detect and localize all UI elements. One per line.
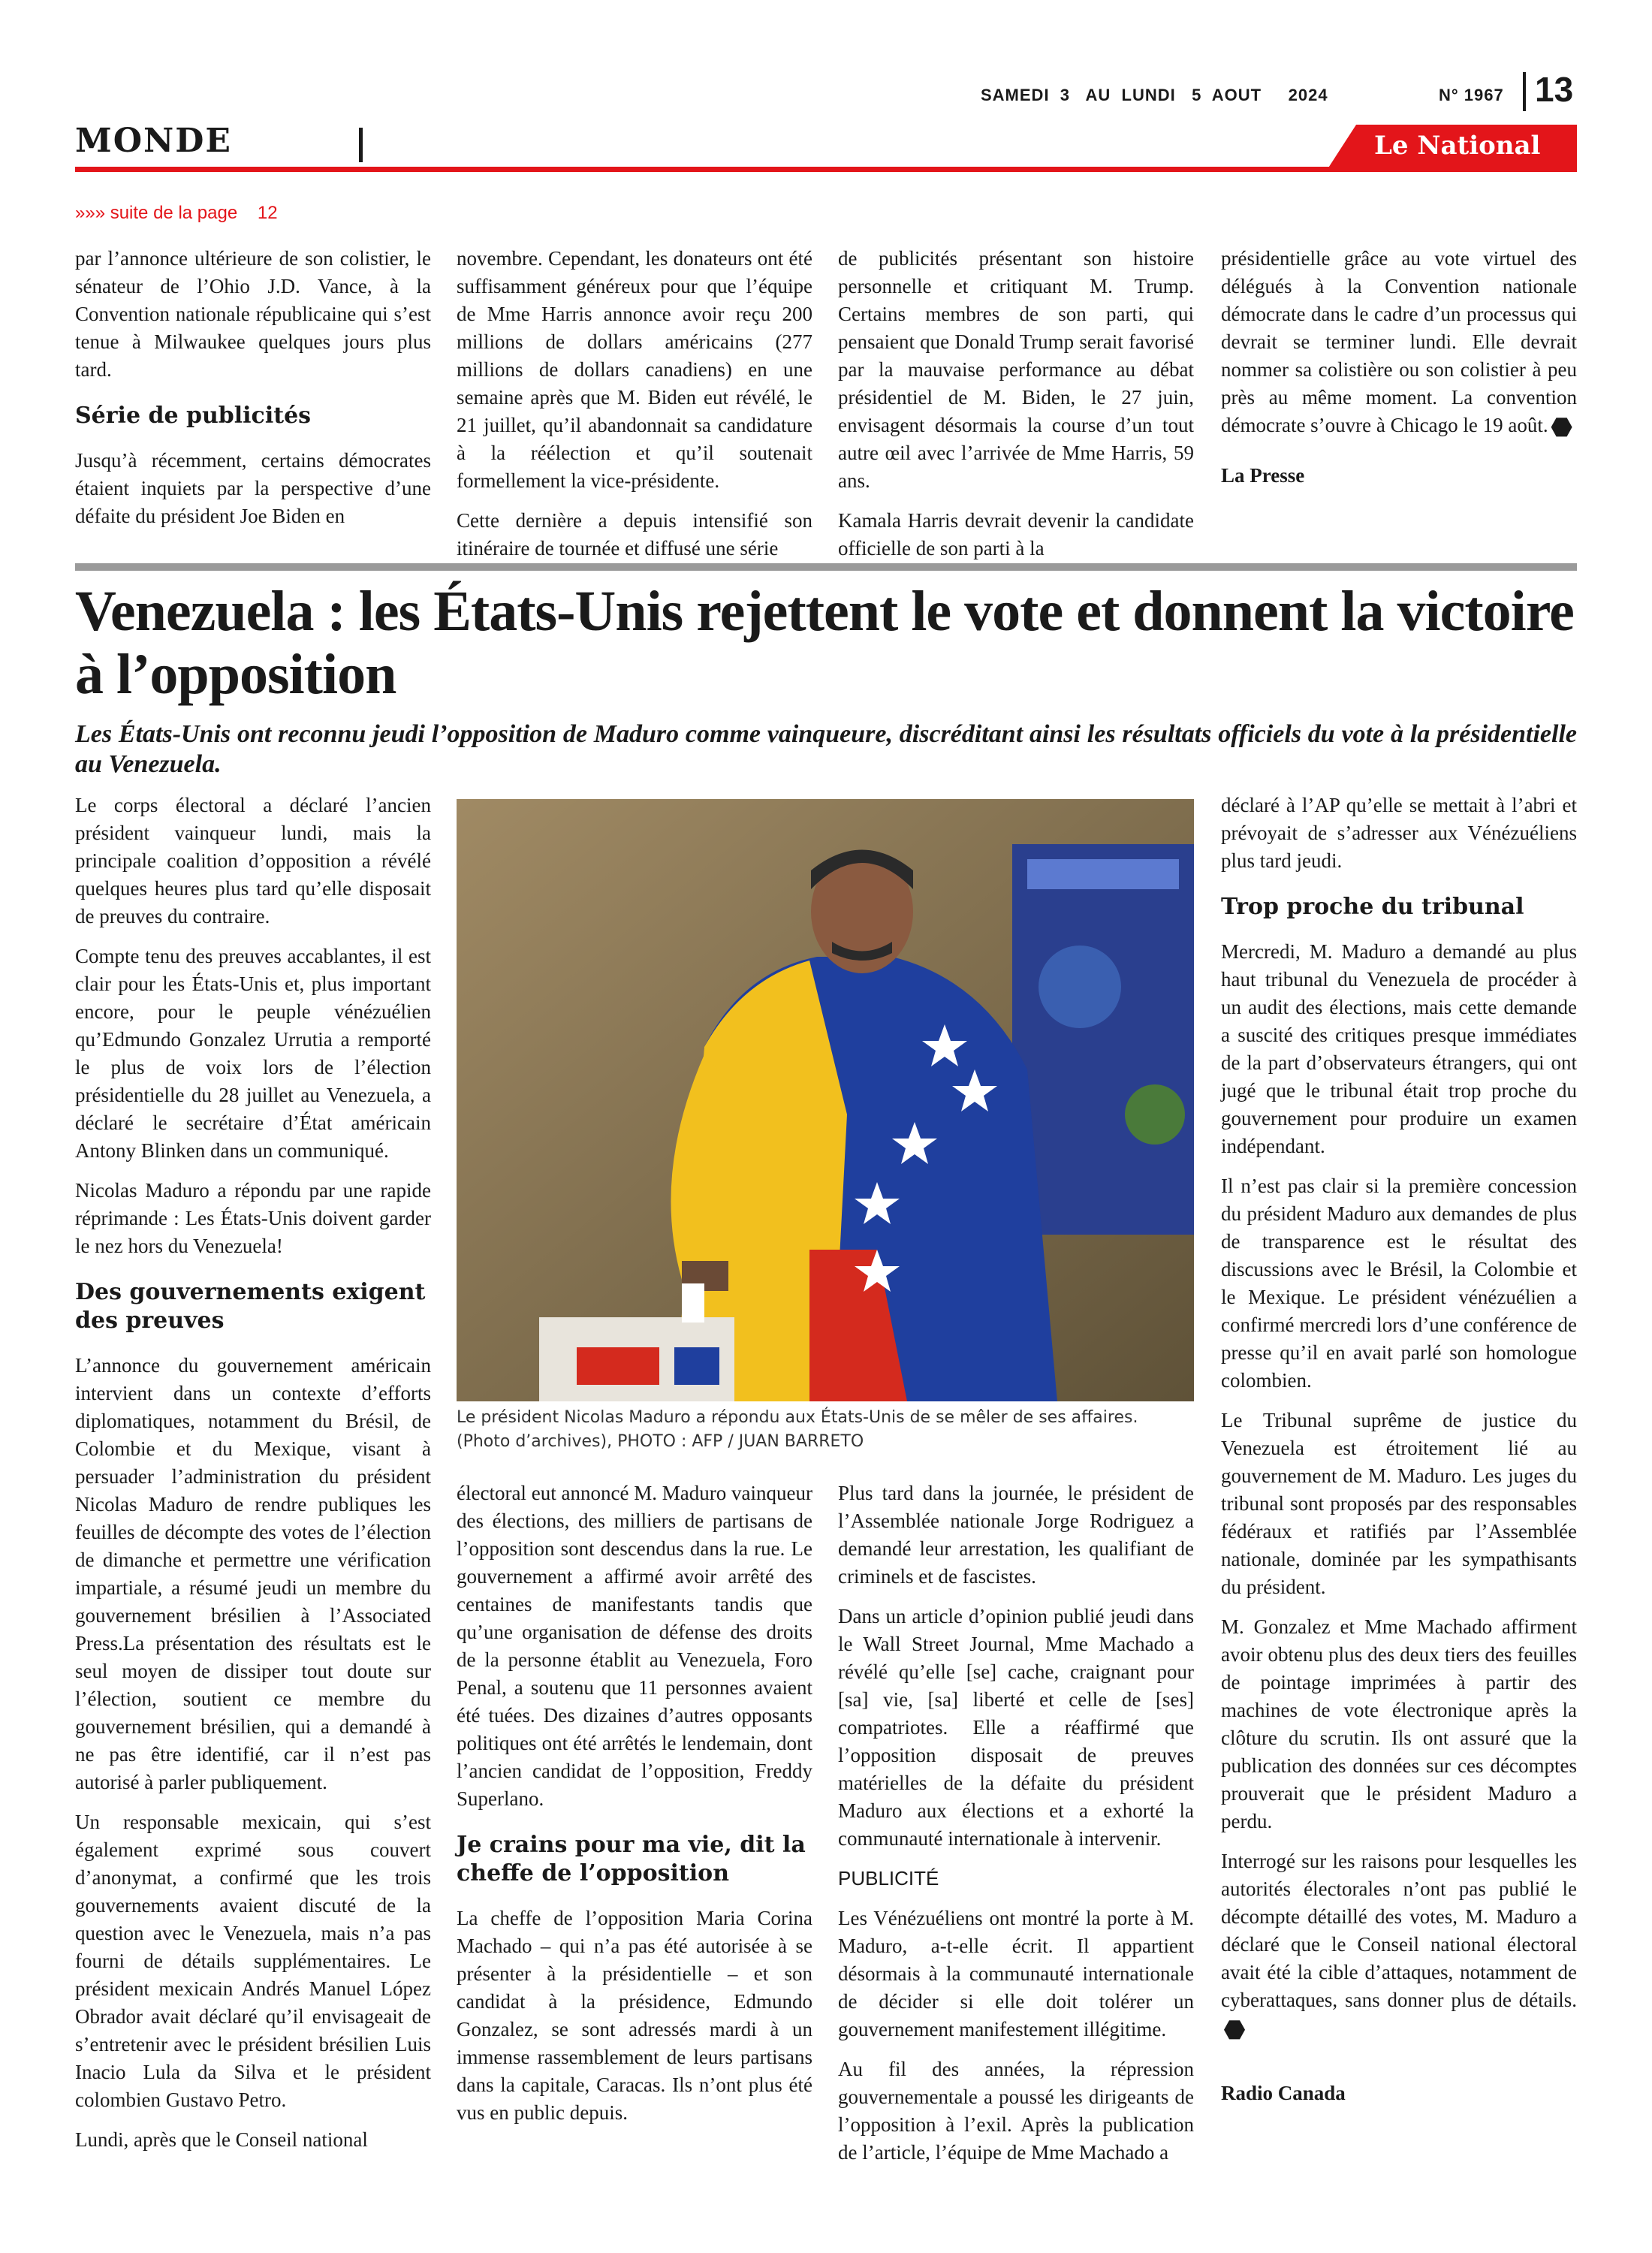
subheading: Trop proche du tribunal <box>1221 894 1524 920</box>
end-mark-icon <box>1224 2019 1245 2040</box>
paragraph: Dans un article d’opinion publié jeudi dans le Wall Street Journal, Mme Machado a révélé qu’elle [se] cache, craignant pour [sa] vie, [sa] liberté et celle de [ses] compatriotes. Elle a réaffirmé que l’opposition disposait de preuves matérielles de la défaite du président Maduro aux élections et a exhorté la communauté internationale à intervenir. <box>838 1605 1194 1850</box>
article-col-1 <box>75 792 431 2166</box>
paragraph: Les Vénézuéliens ont montré la porte à M. Maduro, a-t-elle écrit. Il appartient désormais à la communauté internationale de décider si elle doit tolérer un gouvernement manifestement illégitime. <box>838 1907 1194 2040</box>
end-mark-icon <box>1551 417 1572 438</box>
paragraph: électoral eut annoncé M. Maduro vainqueur des élections, des milliers de partisans de l’opposition sont descendus dans la rue. Le gouvernement a affirmé avoir arrêté des centaines de manifestants tandis que qu’une organisation de défense des droits de la personne établit au Venezuela, Foro Penal, a soutenu que 11 personnes avaient été tuées. Des dizaines d’autres opposants politiques ont été arrêtés le lendemain, dont l’ancien candidat de l’opposition, Freddy Superlano. <box>457 1482 812 1810</box>
paragraph <box>1221 1847 1577 2042</box>
maduro-voting-photo <box>457 799 1194 1401</box>
article-source: La Presse <box>1221 464 1305 487</box>
photo-caption: Le président Nicolas Maduro a répondu aux États-Unis de se mêler de ses affaires. (Photo d’archives), PHOTO : AFP / JUAN BARRETO <box>457 1408 1138 1451</box>
paragraph: Le corps électoral a déclaré l’ancien président vainqueur lundi, mais la principale coalition d’opposition a révélé quelques heures plus tard qu’elle disposait de preuves du contraire. <box>75 794 431 927</box>
paragraph: Cette dernière a depuis intensifié son itinéraire de tournée et diffusé une série <box>457 509 812 559</box>
continued-from: »»» suite de la page 12 <box>75 203 278 223</box>
paragraph: Il n’est pas clair si la première concession du président Maduro aux demandes de plus de transparence est le résultat des discussions avec le Brésil, la Colombie et le Mexique. Le président vénézuélien a confirmé mercredi lors d’une conférence de presse qu’il en avait parlé son homologue colombien. <box>1221 1175 1577 1392</box>
paragraph: Nicolas Maduro a répondu par une rapide réprimande : Les États-Unis doivent garder le nez hors du Venezuela! <box>75 1179 431 1257</box>
paragraph: par l’annonce ultérieure de son colistier, le sénateur de l’Ohio J.D. Vance, à la Convention nationale républicaine qui s’est tenue à Milwaukee quelques jours plus tard. <box>75 247 431 381</box>
continued-col-2 <box>457 245 812 575</box>
article-photo <box>457 799 1194 1401</box>
paragraph: Un responsable mexicain, qui s’est également exprimé sous couvert d’anonymat, a confirmé que les trois gouvernements avaient discuté de la question avec le Venezuela, mais n’a pas fourni de détails supplémentaires. Le président mexicain Andrés Manuel López Obrador avait déclaré qu’il envisageait de s’entretenir avec le président brésilien Luis Inacio Lula da Silva et le président colombien Gustavo Petro. <box>75 1811 431 2111</box>
article-source: Radio Canada <box>1221 2082 1346 2104</box>
paragraph: déclaré à l’AP qu’elle se mettait à l’abri et prévoyait de s’adresser aux Vénézuéliens plus tard jeudi. <box>1221 794 1577 872</box>
paragraph: de publicités présentant son histoire personnelle et critiquant M. Trump. Certains membres de son parti, qui pensaient que Donald Trump serait favorisé par la mauvaise performance au débat présidentiel de M. Biden, le 27 juin, envisagent désormais la course d’un tout autre œil avec l’arrivée de Mme Harris, 59 ans. <box>838 247 1194 492</box>
paragraph: Jusqu’à récemment, certains démocrates étaient inquiets par la perspective d’une défaite du président Joe Biden en <box>75 449 431 527</box>
paragraph: L’annonce du gouvernement américain intervient dans un contexte d’efforts diplomatiques, notamment du Brésil, de Colombie et du Mexique, visant à persuader l’administration du président Nicolas Maduro de rendre publiques les feuilles de décompte des votes de l’élection de dimanche et permettre une vérification impartiale, a résumé jeudi un membre du gouvernement brésilien à l’Associated Press.La présentation des résultats est le seul moyen de dissiper tout doute sur l’élection, soutient ce membre du gouvernement brésilien, qui a demandé à ne pas être identifié, car il n’est pas autorisé à parler publiquement. <box>75 1354 431 1793</box>
issue-number: N° 1967 <box>1439 86 1504 104</box>
header-divider <box>1523 72 1526 111</box>
standfirst: Les États-Unis ont reconnu jeudi l’opposition de Maduro comme vainqueure, discréditant ainsi les résultats officiels du vote à la présidentielle au Venezuela. <box>75 720 1577 778</box>
paragraph: La cheffe de l’opposition Maria Corina Machado – qui n’a pas été autorisée à se présenter à la présidentielle – et son candidat à la présidence, Edmundo Gonzalez, se sont adressés mardi à un immense rassemblement de leurs partisans dans la capitale, Caracas. Ils n’ont plus été vus en public depuis. <box>457 1907 812 2124</box>
paragraph: Le Tribunal suprême de justice du Venezuela est étroitement lié au gouvernement de M. Maduro. Les juges du tribunal sont proposés par des responsables fédéraux et ratifiés par l’Assemblée nationale, dominée par les sympathisants du président. <box>1221 1409 1577 1598</box>
paragraph <box>1221 245 1577 439</box>
paragraph: Compte tenu des preuves accablantes, il est clair pour les États-Unis et, plus important encore, pour le peuple vénézuélien qu’Edmundo Gonzalez Urrutia a remporté le plus de voix lors de l’élection présidentielle du 28 juillet au Venezuela, a déclaré le secrétaire d’État américain Antony Blinken dans un communiqué. <box>75 945 431 1162</box>
paragraph-text: présidentielle grâce au vote virtuel des délégués à la Convention nationale démocrate dans le cadre d’un processus qui devrait se terminer lundi. Elle devrait nommer sa colistière ou son colistier à peu près au même moment. La convention démocrate s’ouvre à Chicago le 19 août. <box>1221 247 1577 436</box>
headline: Venezuela : les États-Unis rejettent le vote et donnent la victoire à l’opposition <box>75 580 1574 706</box>
brand-name: Le National <box>1374 131 1541 161</box>
paragraph: novembre. Cependant, les donateurs ont été suffisamment généreux pour que l’équipe de Mme Harris annonce avoir reçu 200 millions de dollars américains (277 millions de dollars canadiens) en une semaine après que M. Biden eut révélé, le 21 juillet, qu’il abandonnait sa candidature à la réélection et qu’il soutenait formellement la vice-présidente. <box>457 247 812 492</box>
subheading: Des gouvernements exigent des preuves <box>75 1279 426 1334</box>
section-title: MONDE <box>75 122 232 160</box>
paragraph-text: Interrogé sur les raisons pour lesquelles les autorités électorales n’ont pas publié le décompte détaillé des votes, M. Maduro a déclaré que le Conseil national électoral avait été la cible d’attaques, notamment de cyberattaques, sans donner plus de détails. <box>1221 1850 1577 2011</box>
article-col-3 <box>838 1479 1194 2179</box>
ad-label: PUBLICITÉ <box>838 1867 939 1890</box>
subheading: Je crains pour ma vie, dit la cheffe de l’opposition <box>457 1832 806 1887</box>
issue-date: SAMEDI 3 AU LUNDI 5 AOUT 2024 <box>981 86 1328 104</box>
continued-col-4 <box>1221 245 1577 502</box>
paragraph: Mercredi, M. Maduro a demandé au plus haut tribunal du Venezuela de procéder à un audit des élections, mais cette demande a suscité des critiques presque immédiates de la part d’observateurs étrangers, qui ont jugé que le tribunal était trop proche du gouvernement pour produire un examen indépendant. <box>1221 940 1577 1157</box>
continued-col-3 <box>838 245 1194 575</box>
section-marker <box>359 128 363 162</box>
article-col-4 <box>1221 792 1577 2119</box>
page-number: 13 <box>1535 70 1574 109</box>
paragraph: Kamala Harris devrait devenir la candidate officielle de son parti à la <box>838 509 1194 559</box>
subheading: Série de publicités <box>75 403 312 429</box>
paragraph: M. Gonzalez et Mme Machado affirment avoir obtenu plus des deux tiers des feuilles de pointage imprimées à partir des machines de vote électronique après la clôture du scrutin. Ils ont assuré que la publication des données sur ces décomptes prouverait que le président Maduro a perdu. <box>1221 1615 1577 1832</box>
paragraph: Plus tard dans la journée, le président de l’Assemblée nationale Jorge Rodriguez a demandé leur arrestation, les qualifiant de criminels et de fascistes. <box>838 1482 1194 1588</box>
article-col-2 <box>457 1479 812 2139</box>
article-divider <box>75 563 1577 571</box>
continued-col-1 <box>75 245 431 542</box>
paragraph: Au fil des années, la répression gouvernementale a poussé les dirigeants de l’opposition à l’exil. Après la publication de l’article, l’équipe de Mme Machado a <box>838 2058 1194 2164</box>
paragraph: Lundi, après que le Conseil national <box>75 2128 368 2151</box>
